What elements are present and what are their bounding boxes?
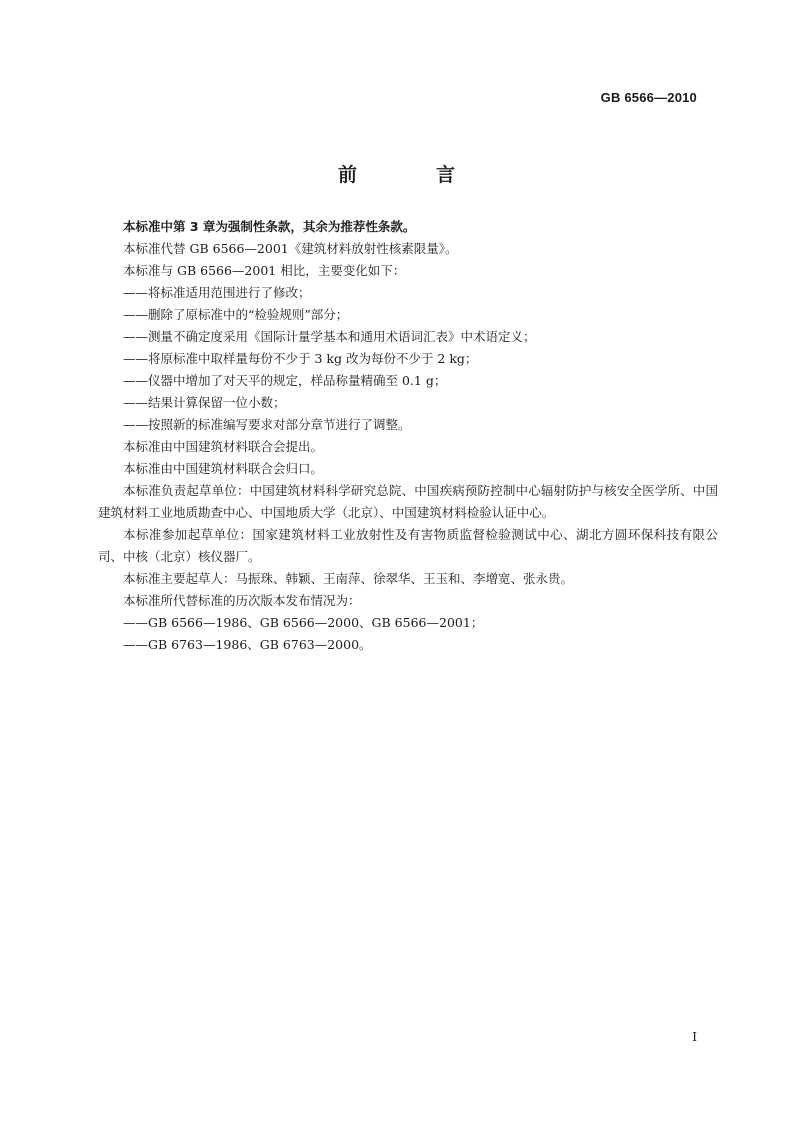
list-item: ——测量不确定度采用《国际计量学基本和通用术语词汇表》中术语定义； [123,329,536,344]
paragraph: 本标准由中国建筑材料联合会归口。 [123,461,324,476]
paragraph: 本标准与 GB 6566—2001 相比，主要变化如下： [123,263,406,278]
standard-code: GB 6566—2010 [600,90,697,105]
paragraph: 本标准主要起草人：马振珠、韩颖、王南萍、徐翠华、王玉和、李增宽、张永贵。 [123,571,574,586]
paragraph: 本标准所代替标准的历次版本发布情况为： [123,593,361,608]
paragraph: 本标准代替 GB 6566—2001《建筑材料放射性核素限量》。 [123,241,458,256]
paragraph: 本标准参加起草单位：国家建筑材料工业放射性及有害物质监督检验测试中心、湖北方圆环保科技有限公司、中核（北京）核仪器厂。 [98,527,718,564]
list-item: ——GB 6763—1986、GB 6763—2000。 [123,637,372,652]
paragraph: 本标准由中国建筑材料联合会提出。 [123,439,324,454]
list-item: ——按照新的标准编写要求对部分章节进行了调整。 [123,417,411,432]
list-item: ——删除了原标准中的“检验规则”部分； [123,307,349,322]
page-number: I [692,1030,697,1044]
page-title: 前 言 [337,164,485,186]
paragraph: 本标准中第 3 章为强制性条款，其余为推荐性条款。 [123,219,416,234]
list-item: ——将原标准中取样量每份不少于 3 kg 改为每份不少于 2 kg； [123,351,478,366]
list-item: ——结果计算保留一位小数； [123,395,286,410]
paragraph: 本标准负责起草单位：中国建筑材料科学研究总院、中国疾病预防控制中心辐射防护与核安全医学所、中国建筑材料工业地质勘查中心、中国地质大学（北京）、中国建筑材料检验认证中心。 [98,483,718,520]
foreword-body [98,216,718,656]
list-item: ——GB 6566—1986、GB 6566—2000、GB 6566—2001； [123,615,484,630]
list-item: ——将标准适用范围进行了修改； [123,285,311,300]
list-item: ——仪器中增加了对天平的规定，样品称量精确至 0.1 g； [123,373,447,388]
